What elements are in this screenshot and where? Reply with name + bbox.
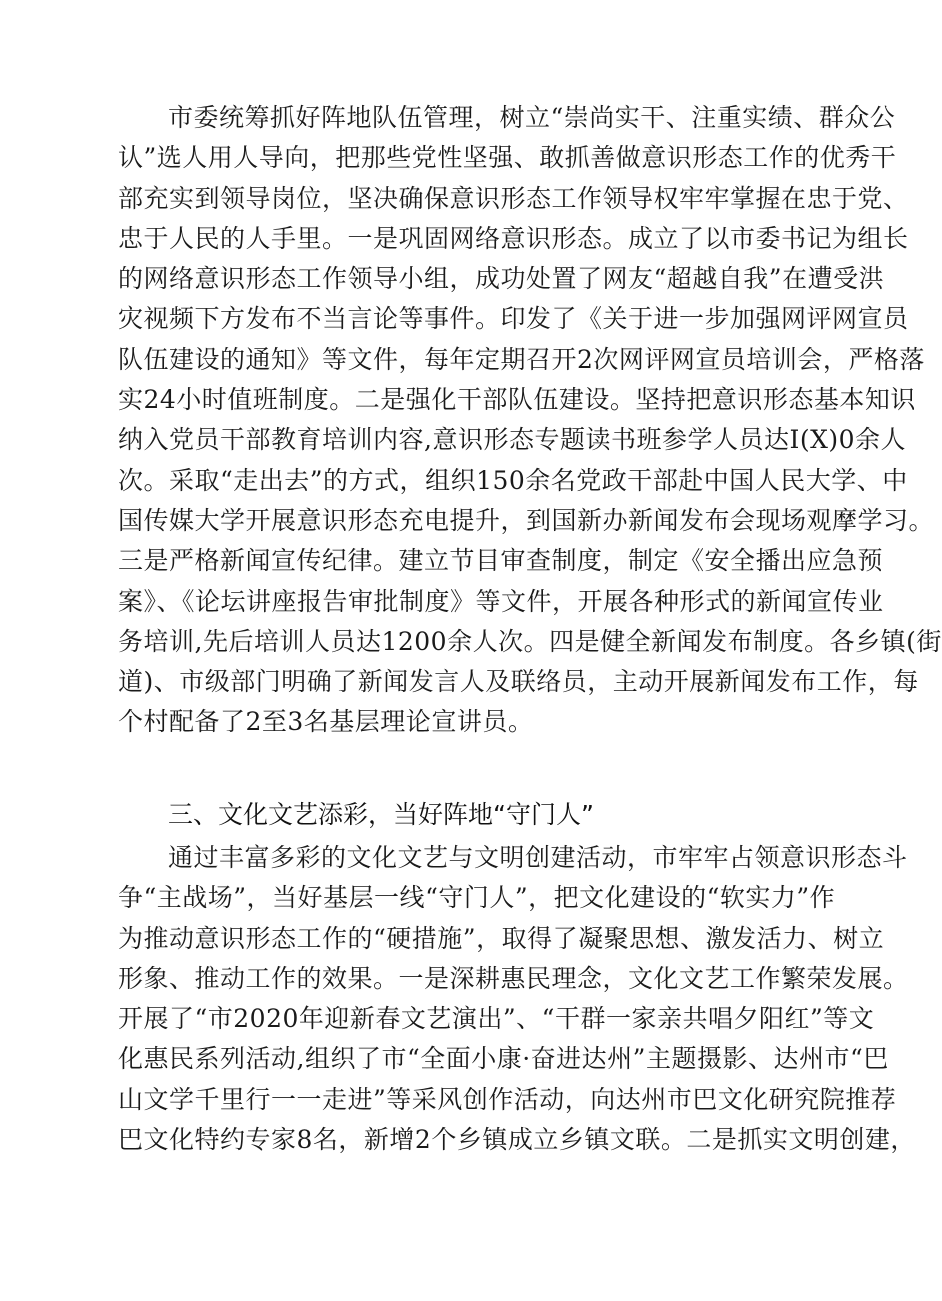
paragraph-1: [118, 98, 942, 743]
paragraph-2-line: 形象、推动工作的效果。一是深耕惠民理念，文化文艺工作繁荣发展。: [118, 963, 909, 993]
paragraph-2-line: 通过丰富多彩的文化文艺与文明创建活动，市牢牢占领意识形态斗: [168, 843, 908, 872]
paragraph-1-line: 国传媒大学开展意识形态充电提升，到国新办新闻发布会现场观摩学习。: [118, 505, 935, 535]
paragraph-1-line: 部充实到领导岗位，坚决确保意识形态工作领导权牢牢掌握在忠于党、: [118, 183, 909, 213]
paragraph-1-line: 的网络意识形态工作领导小组，成功处置了网友“超越自我”在遭受洪: [118, 264, 885, 294]
paragraph-1-line: 三是严格新闻宣传纪律。建立节目审查制度，制定《安全播出应急预: [118, 546, 884, 576]
paragraph-1-line: 队伍建设的通知》等文件，每年定期召开2次网评网宣员培训会，严格落: [118, 344, 925, 374]
paragraph-2-line: 山文学千里行一一走进”等采风创作活动，向达州市巴文化研究院推荐: [118, 1084, 897, 1114]
section-heading: 三、文化文艺添彩，当好阵地“守门人”: [168, 800, 594, 829]
paragraph-2-line: 为推动意识形态工作的“硬措施”，取得了凝聚思想、激发活力、树立: [118, 923, 885, 953]
paragraph-1-line: 纳入党员干部教育培训内容,意识形态专题读书班参学人员达I(X)0余人: [118, 425, 907, 455]
paragraph-2-line: 开展了“市2020年迎新春文艺演出”、“干群一家亲共唱夕阳红”等文: [118, 1004, 875, 1034]
paragraph-1-line: 案》、《论坛讲座报告审批制度》等文件，开展各种形式的新闻宣传业: [118, 586, 884, 616]
paragraph-1-line: 个村配备了2至3名基层理论宣讲员。: [118, 707, 534, 737]
paragraph-1-line: 灾视频下方发布不当言论等事件。印发了《关于进一步加强网评网宣员: [118, 304, 909, 334]
paragraph-1-line: 次。采取“走出去”的方式，组织150余名党政干部赴中国人民大学、中: [118, 465, 908, 495]
paragraph-1-line: 认”选人用人导向，把那些党性坚强、敢抓善做意识形态工作的优秀干: [118, 143, 897, 173]
paragraph-2-line: 巴文化特约专家8名，新增2个乡镇成立乡镇文联。二是抓实文明创建，: [118, 1125, 916, 1155]
paragraph-2: [118, 838, 916, 1160]
paragraph-1-line: 忠于人民的人手里。一是巩固网络意识形态。成立了以市委书记为组长: [118, 223, 909, 253]
paragraph-1-line: 道)、市级部门明确了新闻发言人及联络员，主动开展新闻发布工作，每: [118, 667, 919, 697]
paragraph-1-line: 务培训,先后培训人员达1200余人次。四是健全新闻发布制度。各乡镇(街: [118, 626, 942, 656]
paragraph-1-line: 市委统筹抓好阵地队伍管理，树立“崇尚实干、注重实绩、群众公: [168, 103, 896, 132]
paragraph-2-line: 化惠民系列活动,组织了市“全面小康·奋进达州”主题摄影、达州市“巴: [118, 1044, 889, 1074]
paragraph-1-line: 实24小时值班制度。二是强化干部队伍建设。坚持把意识形态基本知识: [118, 385, 916, 415]
paragraph-2-line: 争“主战场”，当好基层一线“守门人”，把文化建设的“软实力”作: [118, 883, 836, 913]
